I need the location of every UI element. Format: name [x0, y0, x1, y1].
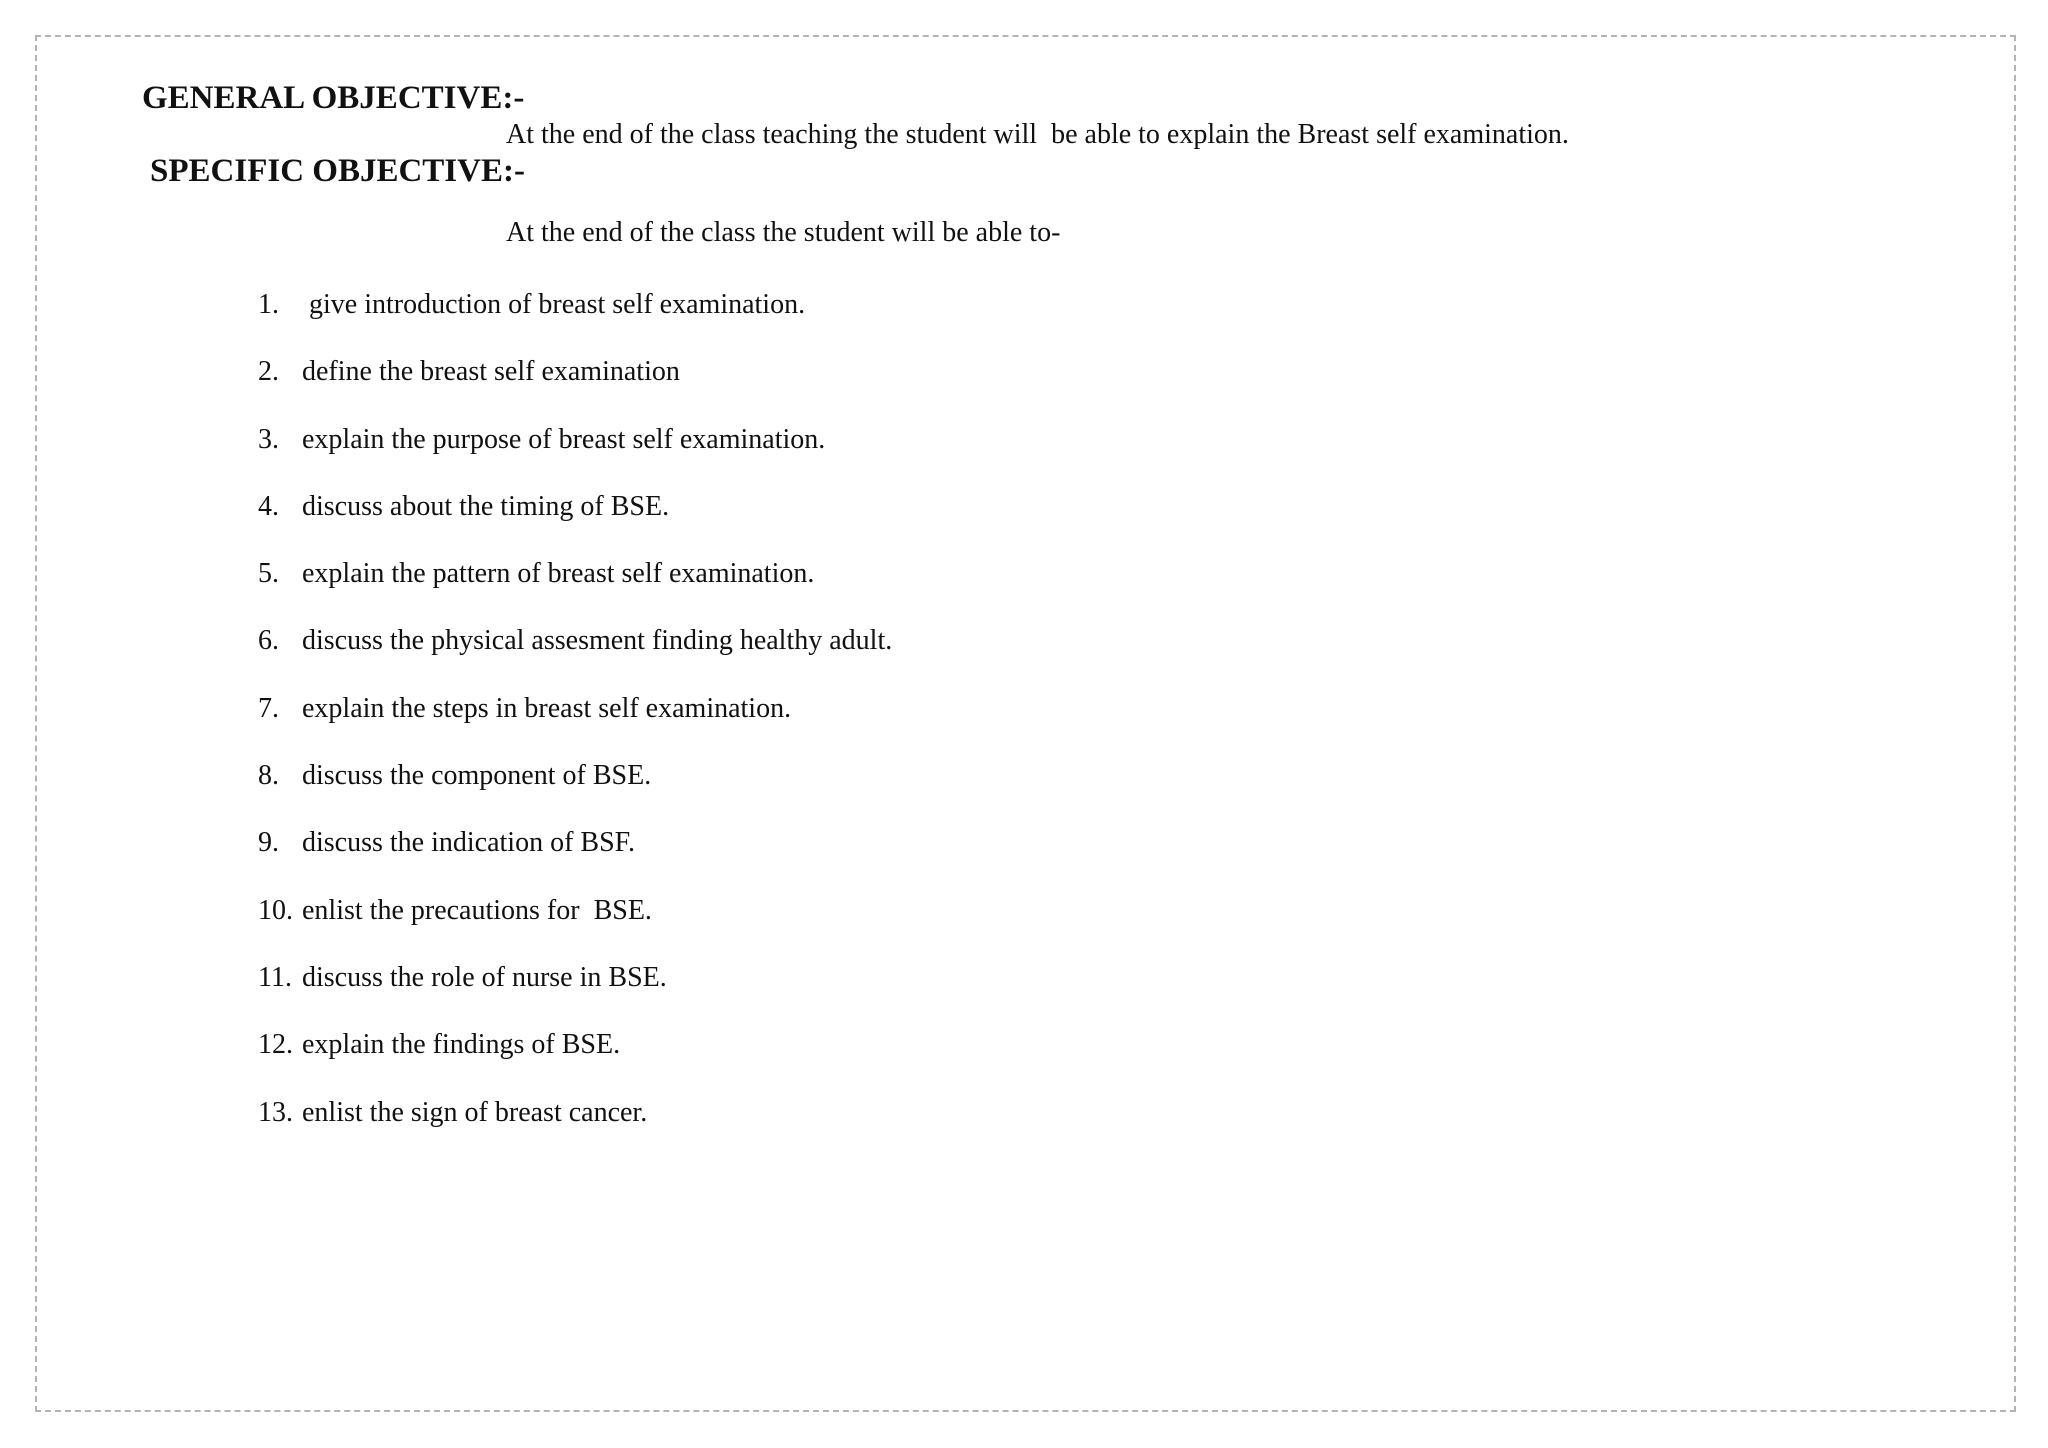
list-item: [258, 288, 892, 355]
list-item-text: explain the pattern of breast self examination.: [302, 558, 815, 590]
list-item: [258, 557, 892, 624]
list-item-number: 1.: [258, 289, 279, 320]
list-item: [258, 1028, 892, 1095]
list-item-text: discuss the indication of BSF.: [302, 827, 635, 859]
list-item-text: explain the steps in breast self examination.: [302, 692, 792, 724]
list-item: [258, 826, 892, 893]
list-item-number: 9.: [258, 827, 279, 859]
list-item: [258, 624, 892, 691]
list-item-text: discuss about the timing of BSE.: [302, 490, 670, 522]
list-item: [258, 423, 892, 490]
specific-objective-intro: At the end of the class the student will be able to-: [506, 217, 1061, 248]
list-item-number: 10.: [258, 894, 293, 926]
general-objective-heading: GENERAL OBJECTIVE:-: [142, 80, 525, 116]
general-objective-text: At the end of the class teaching the student will be able to explain the Breast self examination.: [506, 119, 1569, 150]
list-item-number: 6.: [258, 625, 279, 657]
list-item-text: enlist the precautions for BSE.: [302, 894, 652, 926]
list-item-text: discuss the physical assesment finding healthy adult.: [302, 625, 893, 657]
list-item-number: 3.: [258, 423, 279, 455]
list-item-number: 5.: [258, 558, 279, 590]
list-item-text: give introduction of breast self examination.: [302, 289, 806, 320]
list-item: [258, 894, 892, 961]
list-item: [258, 961, 892, 1028]
list-item: [258, 1096, 892, 1163]
list-item: [258, 490, 892, 557]
list-item-number: 12.: [258, 1029, 293, 1061]
list-item-number: 13.: [258, 1096, 293, 1128]
list-item: [258, 355, 892, 422]
list-item: [258, 692, 892, 759]
list-item-text: explain the purpose of breast self examination.: [302, 423, 826, 455]
specific-objective-heading: SPECIFIC OBJECTIVE:-: [150, 153, 525, 189]
list-item-text: explain the findings of BSE.: [302, 1029, 621, 1061]
list-item: [258, 759, 892, 826]
list-item-text: discuss the component of BSE.: [302, 760, 652, 792]
list-item-text: define the breast self examination: [302, 356, 680, 388]
list-item-number: 8.: [258, 760, 279, 792]
list-item-number: 2.: [258, 356, 279, 388]
list-item-number: 4.: [258, 490, 279, 522]
list-item-text: enlist the sign of breast cancer.: [302, 1096, 648, 1128]
list-item-number: 7.: [258, 692, 279, 724]
list-item-number: 11.: [258, 961, 292, 993]
specific-objective-list: [258, 288, 892, 1163]
list-item-text: discuss the role of nurse in BSE.: [302, 961, 667, 993]
